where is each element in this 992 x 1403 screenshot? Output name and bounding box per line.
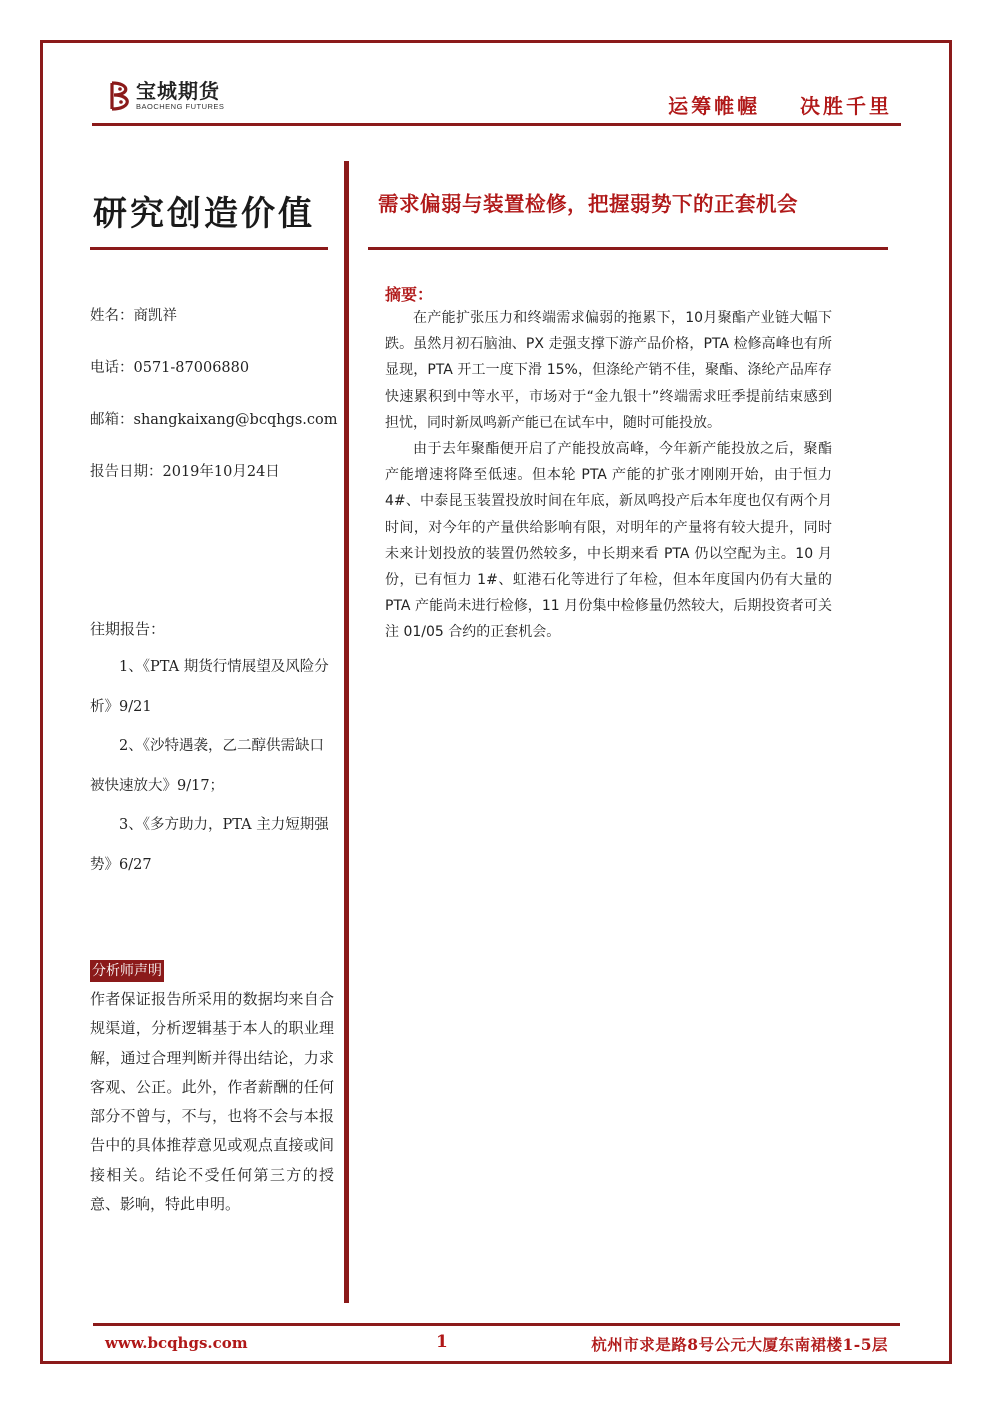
analyst-statement-tag: 分析师声明 <box>90 960 164 982</box>
past-reports-list <box>90 648 335 885</box>
page-number: 1 <box>436 1332 448 1352</box>
past-report-item[interactable]: 3、《多方助力，PTA 主力短期强势》6/27 <box>90 817 329 873</box>
abstract-paragraph: 由于去年聚酯便开启了产能投放高峰，今年新产能投放之后，聚酯产能增速将降至低速。但本轮 PTA 产能的扩张才刚刚开始，由于恒力 4#、中泰昆玉装置投放时间在年底，新凤鸣投产后本年度也仅有两个月时间，对今年的产量供给影响有限，对明年的产量将有较大提升，同时未来计划投放的装置仍然较多，中长期来看 PTA 仍以空配为主。10 月份，已有恒力 1#、虹港石化等进行了年检，但本年度国内仍有大量的 PTA 产能尚未进行检修，11 月份集中检修量仍然较大，后期投资者可关注 01/05 合约的正套机会。 <box>385 441 832 641</box>
report-date: 报告日期：2019年10月24日 <box>90 464 280 480</box>
analyst-name: 姓名：商凯祥 <box>90 308 177 324</box>
report-headline: 需求偏弱与装置检修，把握弱势下的正套机会 <box>378 192 798 216</box>
past-report-item[interactable]: 2、《沙特遇袭，乙二醇供需缺口被快速放大》9/17； <box>90 738 324 794</box>
company-logo <box>108 80 224 111</box>
abstract-body <box>385 305 832 646</box>
abstract-label: 摘要： <box>385 285 434 304</box>
logo-text <box>136 80 224 111</box>
abstract-paragraph: 在产能扩张压力和终端需求偏弱的拖累下，10月聚酯产业链大幅下跌。虽然月初石脑油、PX 走强支撑下游产品价格，PTA 检修高峰也有所显现，PTA 开工一度下滑 15%，但涤纶产销不佳，聚酯、涤纶产品库存快速累积到中等水平，市场对于“金九银十”终端需求旺季提前结束感到担忧，同时新凤鸣新产能已在试车中，随时可能投放。 <box>385 310 832 431</box>
past-report-item[interactable]: 1、《PTA 期货行情展望及风险分析》9/21 <box>90 659 329 715</box>
footer-website-link[interactable]: www.bcqhgs.com <box>105 1334 248 1352</box>
footer-divider <box>93 1323 900 1326</box>
analyst-statement-text: 作者保证报告所采用的数据均来自合规渠道，分析逻辑基于本人的职业理解，通过合理判断并得出结论，力求客观、公正。此外，作者薪酬的任何部分不曾与，不与，也将不会与本报告中的具体推荐意见或观点直接或间接相关。结论不受任何第三方的授意、影响，特此申明。 <box>90 990 334 1214</box>
logo-chinese-name: 宝城期货 <box>136 79 220 103</box>
logo-english-name: BAOCHENG FUTURES <box>136 102 225 111</box>
slogan: 运筹帷幄 决胜千里 <box>668 94 892 118</box>
baocheng-logo-icon <box>108 81 132 111</box>
past-reports-title: 往期报告： <box>90 620 166 638</box>
footer-address: 杭州市求是路8号公元大厦东南裙楼1-5层 <box>591 1335 888 1354</box>
headline-divider <box>368 247 888 250</box>
analyst-phone: 电话：0571-87006880 <box>90 360 250 376</box>
vertical-divider <box>344 161 349 1303</box>
motto-divider <box>90 247 328 250</box>
header-divider <box>92 123 901 126</box>
motto: 研究创造价值 <box>93 194 315 234</box>
analyst-email[interactable]: 邮箱：shangkaixang@bcqhgs.com <box>90 412 338 428</box>
